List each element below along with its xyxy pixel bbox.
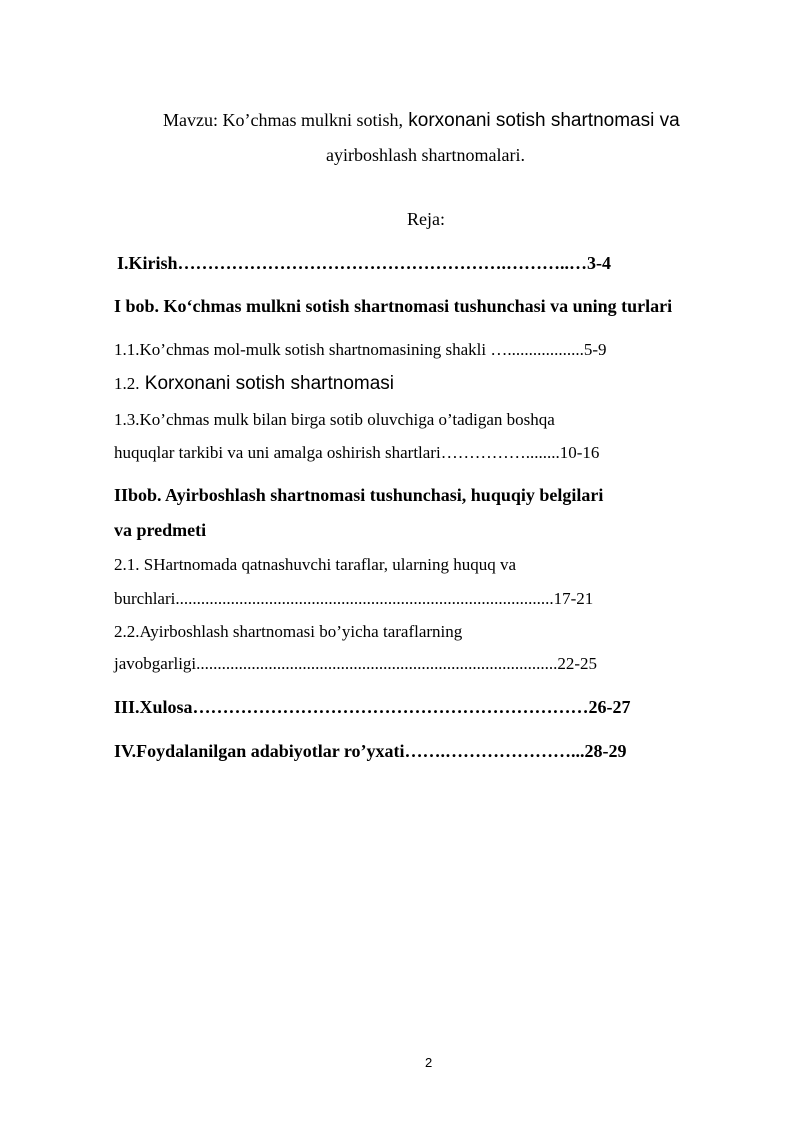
toc-chapter-1 [114, 296, 672, 317]
topic-part-2: korxonani sotish shartnomasi va [402, 110, 680, 131]
toc-item-2-1-line-1: 2.1. SHartnomada qatnashuvchi taraflar, ularning huquq va [114, 555, 517, 574]
topic-line-1 [163, 110, 680, 132]
toc-adabiyotlar: IV.Foydalanilgan adabiyotlar ro’yxati…….…………………...28-29 [114, 741, 627, 761]
toc-item-2-2-line-2: javobgarligi.....................................................................................22-25 [114, 654, 598, 673]
toc-kirish: I.Kirish……………………………………………….………..…3-4 [117, 253, 612, 273]
page-number: 2 [425, 1055, 433, 1070]
item-1-2-title: Korxonani sotish shartnomasi [139, 373, 395, 394]
toc-item-2-2-line-1: 2.2.Ayirboshlash shartnomasi bo’yicha taraflarning [114, 622, 463, 641]
item-1-2-number: 1.2. [114, 374, 140, 393]
toc-xulosa: III.Xulosa…………………………………………………………26-27 [114, 697, 631, 717]
toc-item-1-2 [114, 373, 394, 395]
topic-part-1: Mavzu: Ko’chmas mulkni sotish, [163, 110, 403, 130]
toc-chapter-2-line-2: va predmeti [114, 520, 207, 540]
toc-item-1-3-line-1: 1.3.Ko’chmas mulk bilan birga sotib oluvchiga o’tadigan boshqa [114, 410, 555, 429]
toc-item-1-3-line-2: huquqlar tarkibi va uni amalga oshirish shartlari……………........10-16 [114, 443, 600, 462]
toc-chapter-2-line-1: IIbob. Ayirboshlash shartnomasi tushunchasi, huquqiy belgilari [114, 485, 604, 505]
toc-item-1-1: 1.1.Ko’chmas mol-mulk sotish shartnomasining shakli …..................5-9 [114, 340, 607, 359]
plan-heading: Reja: [407, 209, 445, 229]
topic-line-2: ayirboshlash shartnomalari. [326, 145, 525, 165]
chapter-1-title: . Ko‘chmas mulkni sotish shartnomasi tushunchasi va uning turlari [154, 296, 673, 316]
toc-item-2-1-line-2: burchlari.........................................................................................17-21 [114, 589, 594, 608]
chapter-1-bob: I bob [114, 296, 155, 316]
